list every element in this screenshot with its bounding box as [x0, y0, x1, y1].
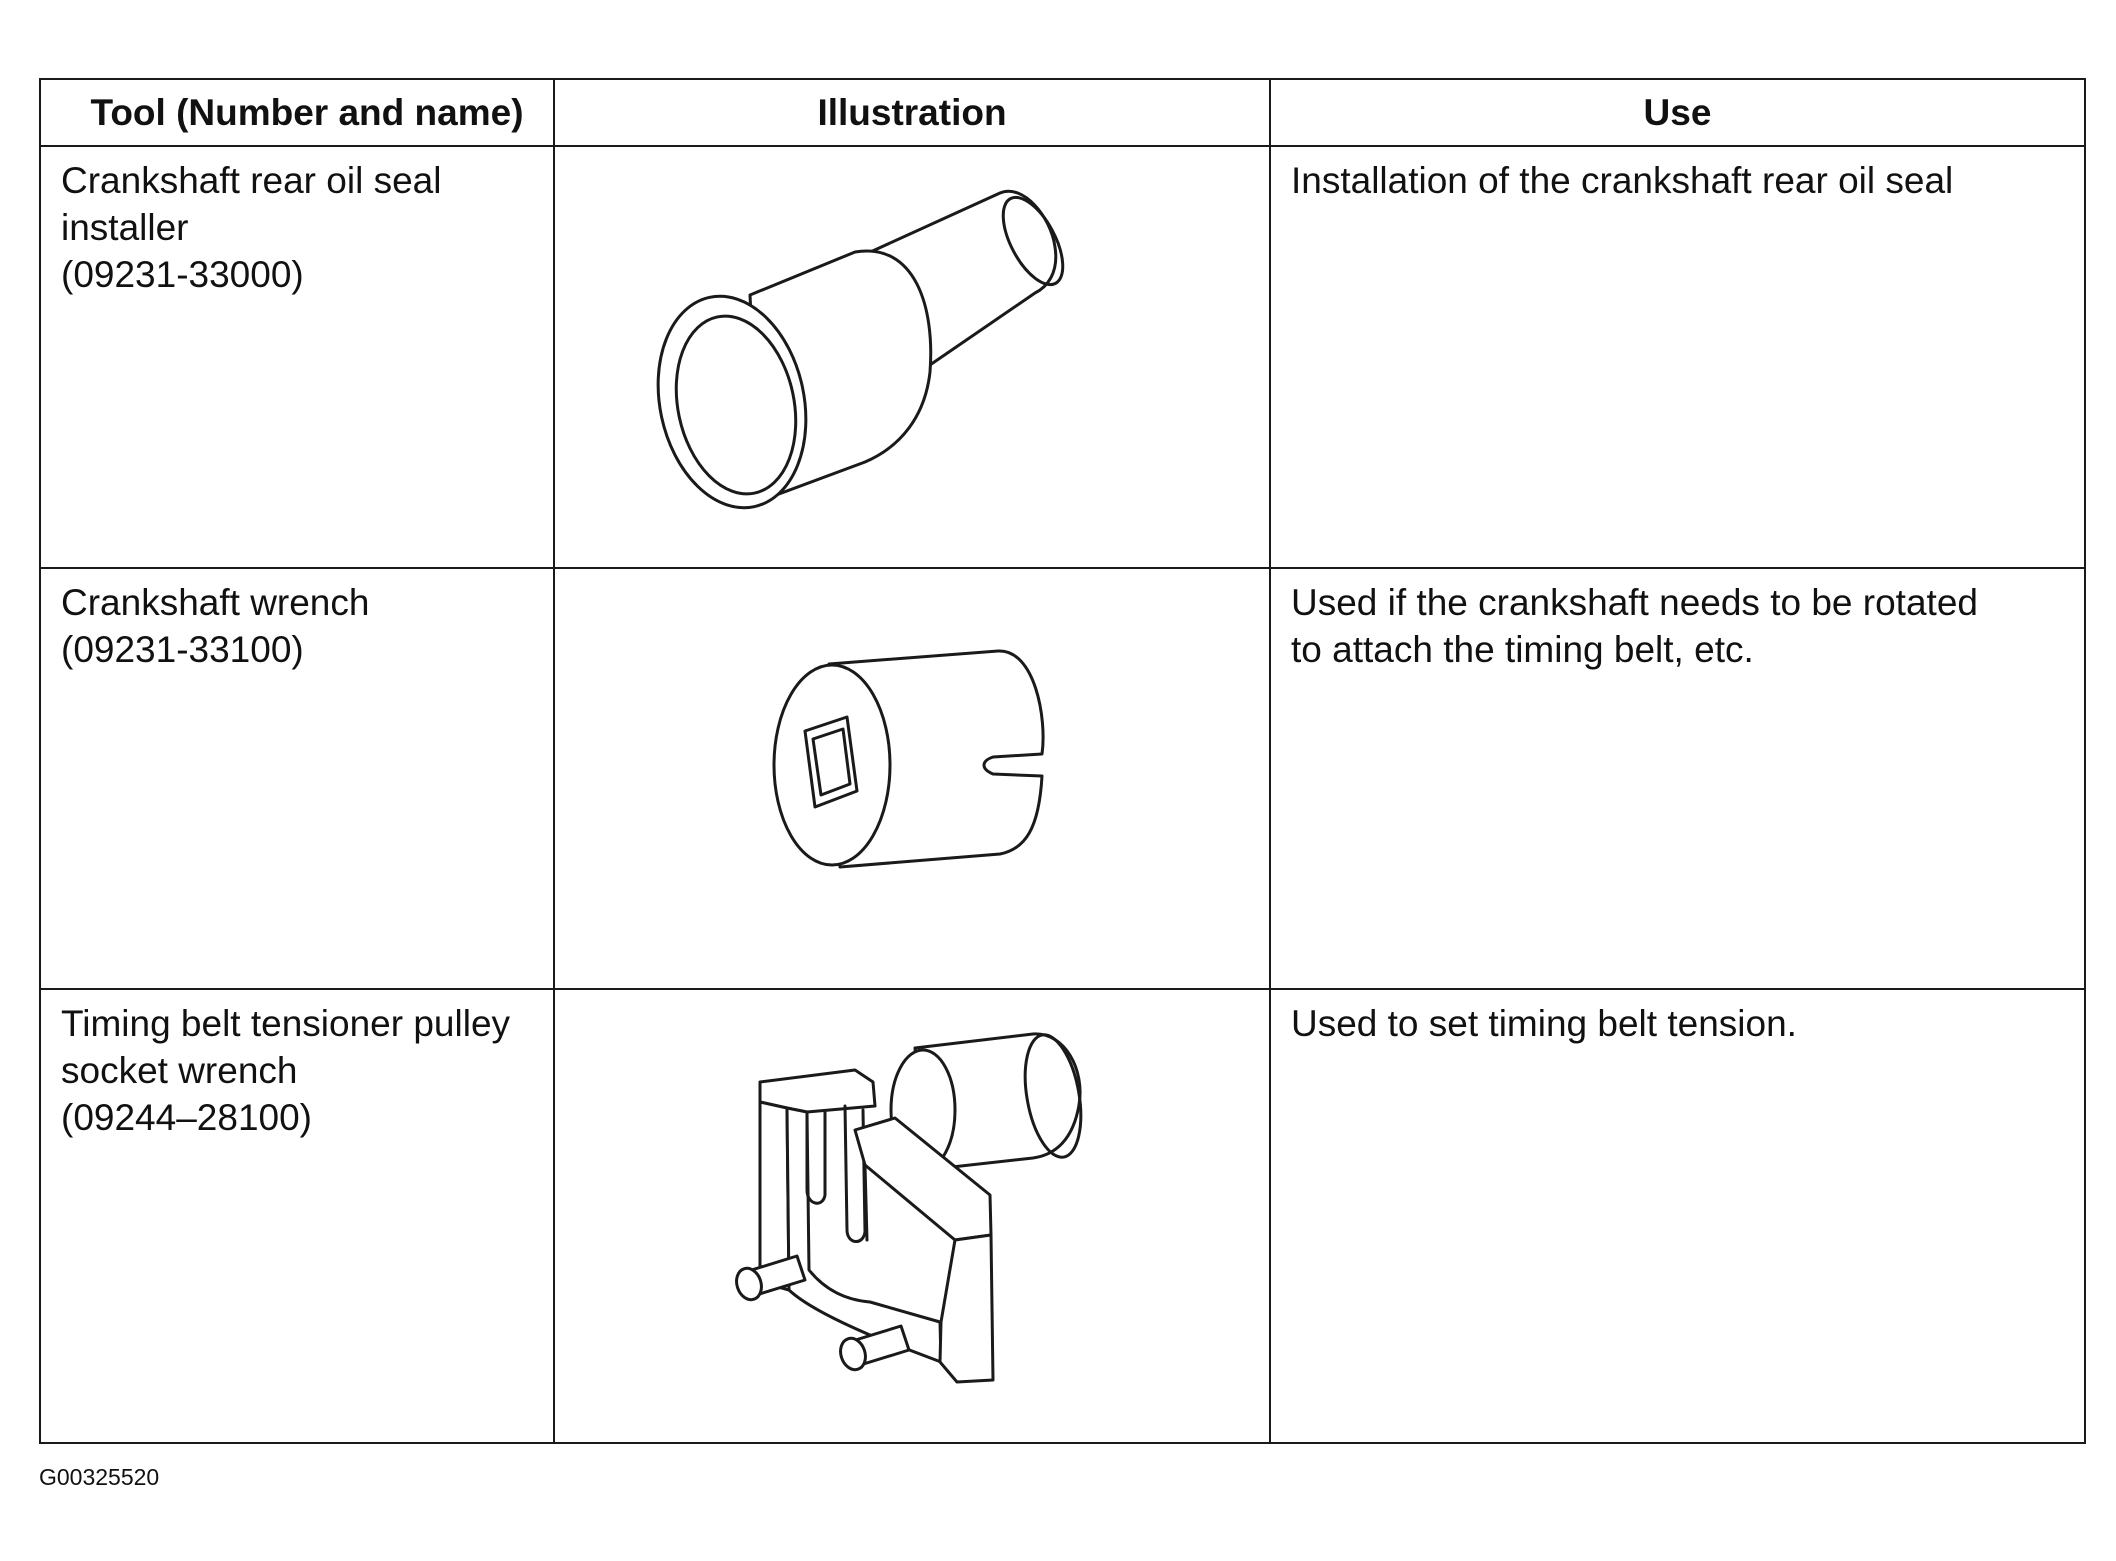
use-text-line: Used if the crankshaft needs to be rotated: [1291, 582, 1978, 623]
table-row: [40, 989, 2085, 1443]
use-text: Used to set timing belt tension.: [1291, 1003, 1797, 1044]
tool-cell: [40, 989, 554, 1443]
header-illustration: Illustration: [554, 79, 1270, 146]
use-cell: [1270, 146, 2085, 568]
tool-name-line: Crankshaft wrench: [61, 582, 370, 623]
use-text-line: to attach the timing belt, etc.: [1291, 629, 1754, 670]
tensioner-socket-wrench-icon: [555, 990, 1271, 1442]
illustration-cell: [554, 146, 1270, 568]
crankshaft-wrench-icon: [555, 569, 1271, 988]
illustration-cell: [554, 568, 1270, 989]
tool-cell: [40, 568, 554, 989]
use-text: Installation of the crankshaft rear oil seal: [1291, 160, 1954, 201]
header-tool: Tool (Number and name): [40, 79, 554, 146]
illustration-cell: [554, 989, 1270, 1443]
use-cell: [1270, 568, 2085, 989]
tool-name-line: Crankshaft rear oil seal: [61, 160, 442, 201]
tool-name-line: installer: [61, 207, 189, 248]
tool-cell: [40, 146, 554, 568]
tool-name-line: Timing belt tensioner pulley: [61, 1003, 511, 1044]
header-row: [40, 79, 2085, 146]
header-use: Use: [1270, 79, 2085, 146]
figure-code: G00325520: [39, 1464, 160, 1490]
table-row: [40, 568, 2085, 989]
tool-number: (09231-33100): [61, 629, 304, 670]
tool-number: (09244–28100): [61, 1097, 312, 1138]
use-cell: [1270, 989, 2085, 1443]
table-row: [40, 146, 2085, 568]
special-tools-table: [39, 78, 2086, 1444]
tool-number: (09231-33000): [61, 254, 304, 295]
oil-seal-installer-icon: [555, 147, 1271, 567]
tool-name-line: socket wrench: [61, 1050, 298, 1091]
